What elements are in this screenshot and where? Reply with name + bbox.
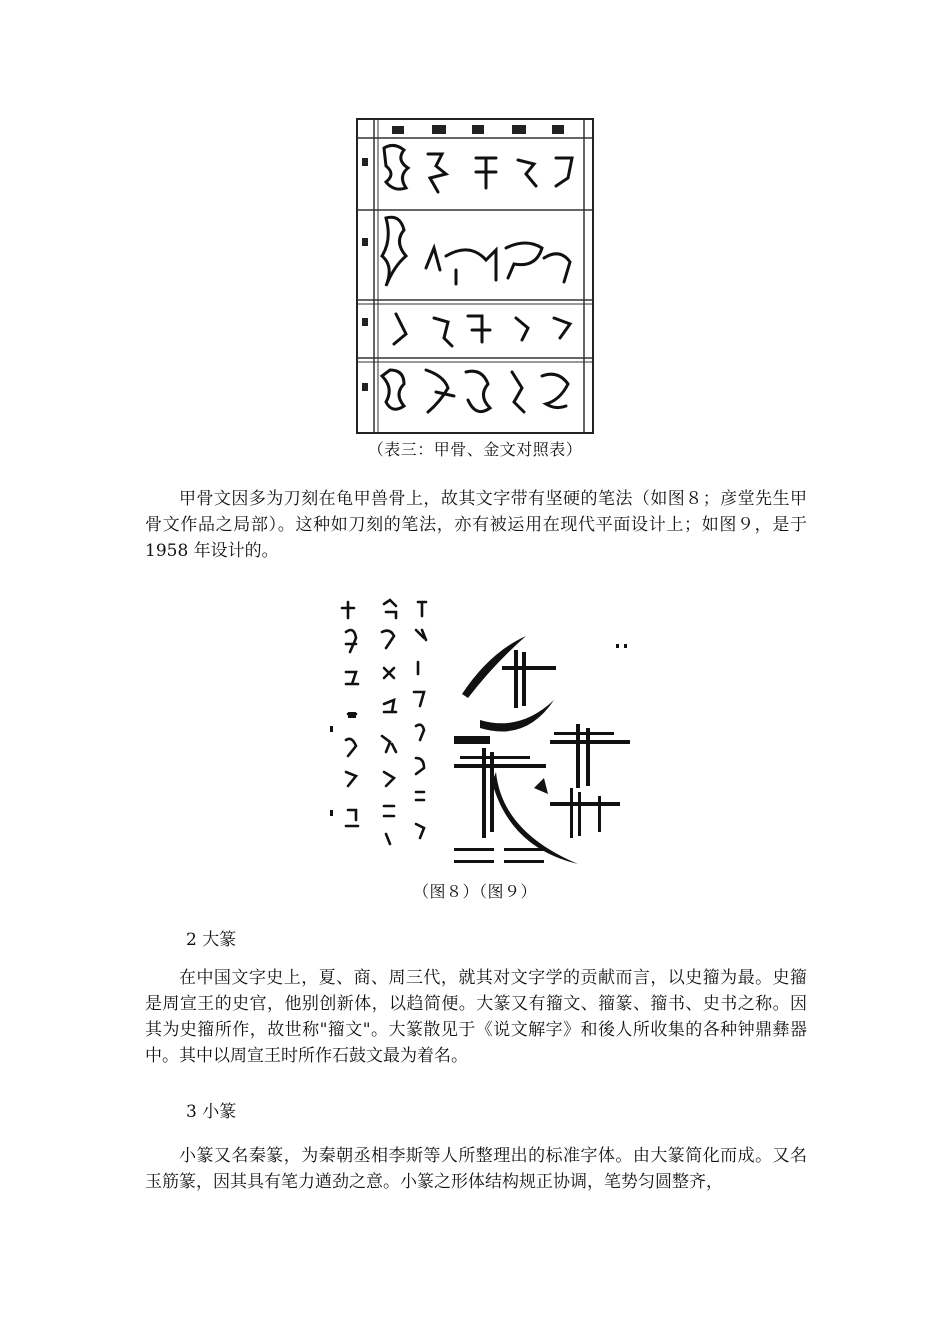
table-caption: （表三：甲骨、金文对照表） bbox=[367, 440, 583, 459]
paragraph-text: 小篆又名秦篆，为秦朝丞相李斯等人所整理出的标准字体。由大篆简化而成。又名玉筋篆，因其具有笔力遒劲之意。小篆之形体结构规正协调，笔势匀圆整齐， bbox=[145, 1146, 807, 1192]
paragraph-text: 在中国文字史上，夏、商、周三代，就其对文字学的贡献而言，以史籀为最。史籀是周宣王的史官，他别创新体，以趋简便。大篆又有籀文、籀篆、籀书、史书之称。因其为史籀所作，故世称"籀文"。大篆散见于《说文解字》和後人所收集的各种钟鼎彝器中。其中以周宣王时所作石鼓文最为着名。 bbox=[145, 968, 807, 1066]
paragraph-text: 甲骨文因多为刀刻在龟甲兽骨上，故其文字带有坚硬的笔法（如图８；彦堂先生甲骨文作品之局部）。这种如刀刻的笔法，亦有被运用在现代平面设计上；如图９，是于 1958 年设计的。 bbox=[145, 489, 807, 561]
paragraph-oracle-bone bbox=[145, 486, 807, 564]
figure-9-modern-design-image bbox=[450, 632, 634, 872]
paragraph-small-seal bbox=[145, 1143, 807, 1195]
section-3-heading: 3 小篆 bbox=[186, 1102, 237, 1122]
paragraph-large-seal bbox=[145, 965, 807, 1069]
section-2-heading: 2 大篆 bbox=[186, 930, 237, 950]
figure-8-oracle-calligraphy-image bbox=[326, 596, 436, 858]
figure-8-9-caption: （图８）（图９） bbox=[412, 882, 537, 901]
oracle-bronze-comparison-table-image bbox=[356, 118, 594, 434]
